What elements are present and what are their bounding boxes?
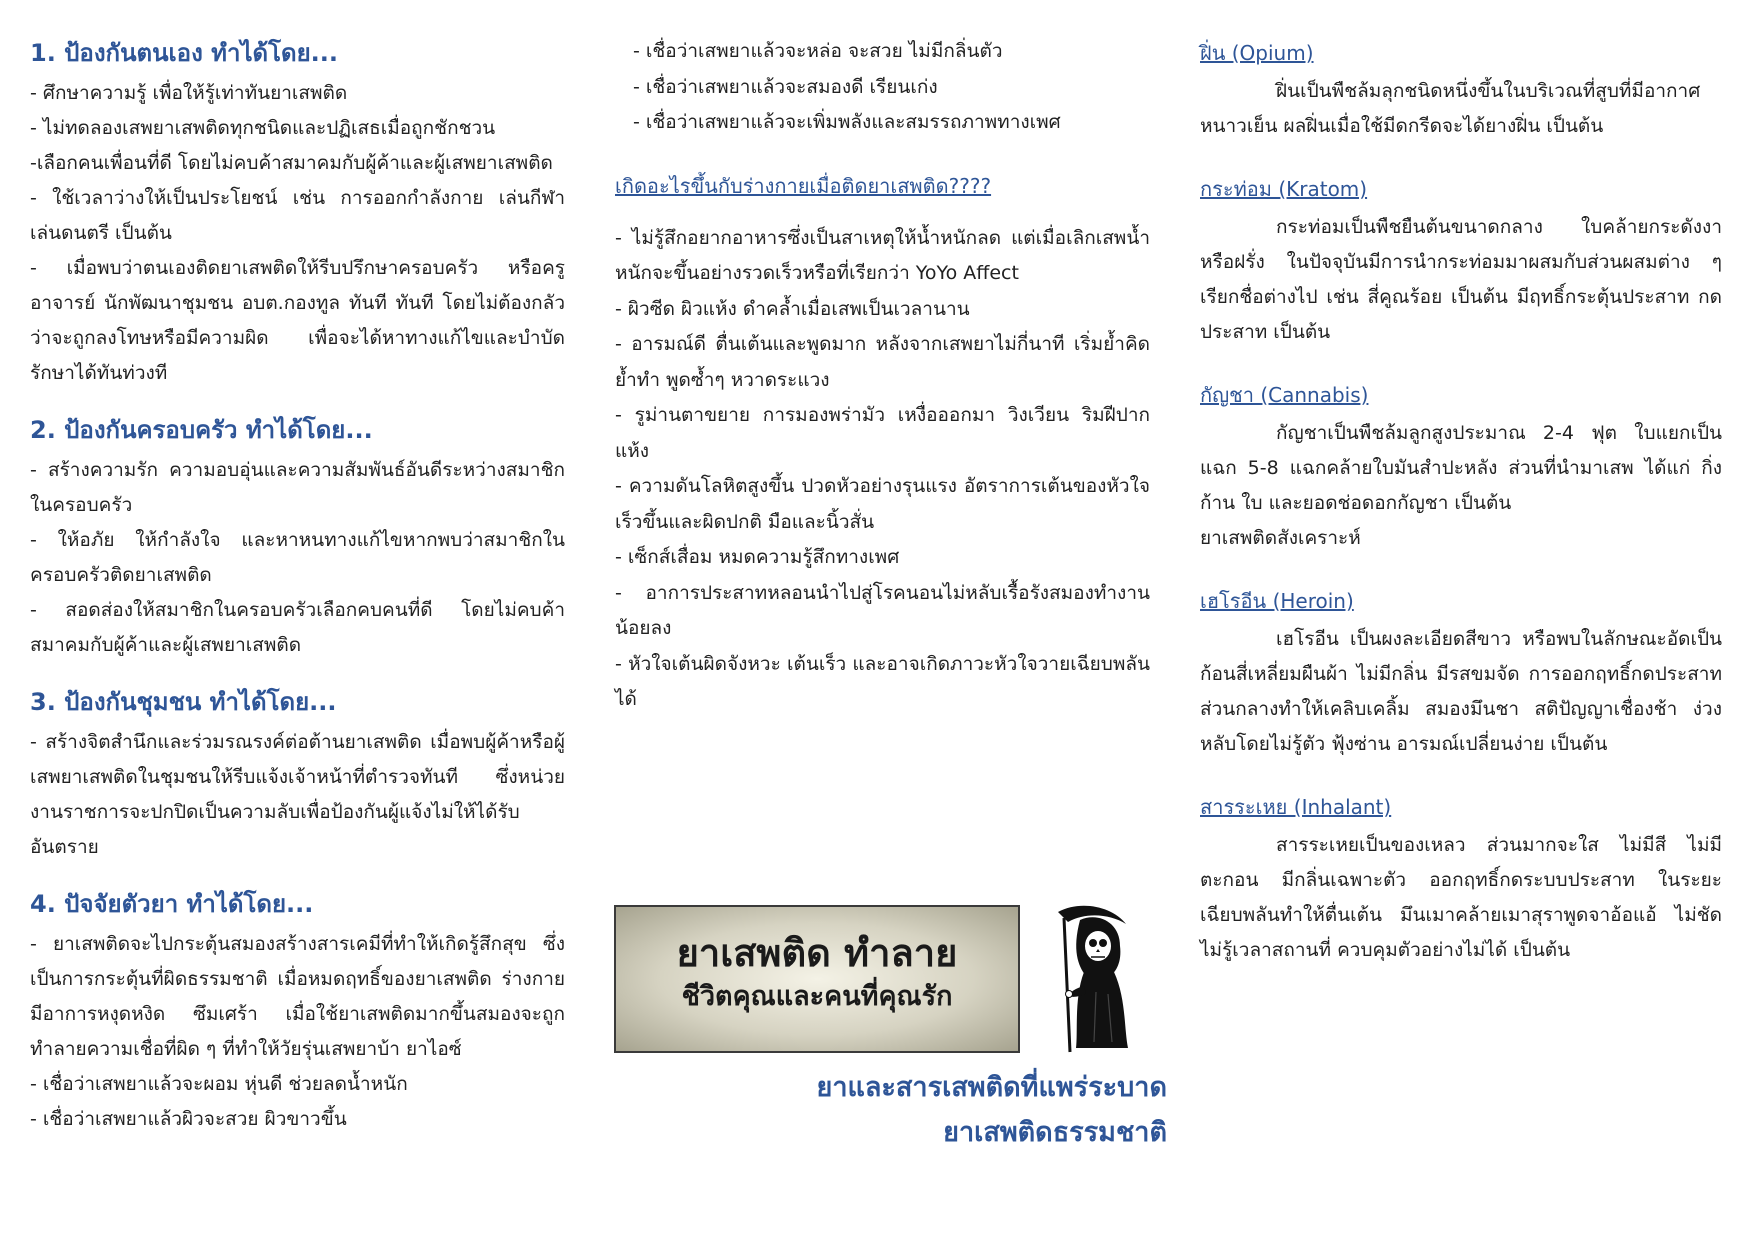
drug-name: กัญชา (Cannabis) [1200, 383, 1369, 407]
list-item: - เชื่อว่าเสพยาแล้วจะหล่อ จะสวย ไม่มีกลิ่นตัว [633, 40, 1003, 62]
section-family-prevention [30, 413, 565, 663]
list-item: - หัวใจเต้นผิดจังหวะ เต้นเร็ว และอาจเกิดภาวะหัวใจวายเฉียบพลันได้ [615, 652, 1150, 710]
list-item: - เชื่อว่าเสพยาแล้วจะเพิ่มพลังและสมรรถภาพทางเพศ [633, 111, 1061, 133]
list-item: - สอดส่องให้สมาชิกในครอบครัวเลือกคบคนที่ดี โดยไม่คบค้าสมาคมกับผู้ค้าและผู้เสพยาเสพติด [30, 599, 565, 656]
list-item: - ไม่รู้สึกอยากอาหารซึ่งเป็นสาเหตุให้น้ำหนักลด แต่เมื่อเลิกเสพน้ำหนักจะขึ้นอย่างรวดเร็วหรือที่เรียกว่า YoYo Affect [615, 226, 1150, 284]
section-heading: 2. ป้องกันครอบครัว ทำได้โดย... [30, 416, 373, 444]
list-item: - ไม่ทดลองเสพยาเสพติดทุกชนิดและปฏิเสธเมื่อถูกชักชวน [30, 117, 496, 139]
list-item: - ยาเสพติดจะไปกระตุ้นสมองสร้างสารเคมีที่ทำให้เกิดรู้สึกสุข ซึ่งเป็นการกระตุ้นที่ผิดธรรมชาติ เมื่อหมดฤทธิ์ของยาเสพติด ร่างกายมีอาการหงุดหงิด ซึมเศร้า เมื่อใช้ยาเสพติดมากขึ้นสมองจะถูกทำลายความเชื่อที่ผิด ๆ ที่ทำให้วัยรุ่นเสพยาบ้า ยาไอซ์ [30, 933, 565, 1060]
list-item: - เชื่อว่าเสพยาแล้วจะผอม หุ่นดี ช่วยลดน้ำหนัก [30, 1073, 408, 1095]
drug-entry-heroin [1200, 584, 1722, 762]
grim-reaper-icon [1050, 902, 1142, 1054]
list-item: - สร้างความรัก ความอบอุ่นและความสัมพันธ์อันดีระหว่างสมาชิกในครอบครัว [30, 459, 565, 516]
drug-description: กัญชาเป็นพืชล้มลูกสูงประมาณ 2-4 ฟุต ใบแยกเป็นแฉก 5-8 แฉกคล้ายใบมันสำปะหลัง ส่วนที่นำมาเสพ ได้แก่ กิ่ง ก้าน ใบ และยอดช่อดอกกัญชา เป็นต้น [1200, 422, 1722, 514]
drug-entry-cannabis [1200, 378, 1722, 556]
section-heading: 3. ป้องกันชุมชน ทำได้โดย... [30, 688, 337, 716]
drug-entry-inhalant [1200, 790, 1722, 968]
drug-name: กระท่อม (Kratom) [1200, 177, 1368, 201]
list-item: - อารมณ์ดี ตื่นเต้นและพูดมาก หลังจากเสพยาไม่กี่นาที เริ่มย้ำคิดย้ำทำ พูดซ้ำๆ หวาดระแวง [615, 333, 1150, 391]
drug-name: สารระเหย (Inhalant) [1200, 795, 1392, 819]
list-item: -เลือกคนเพื่อนที่ดี โดยไม่คบค้าสมาคมกับผู้ค้าและผู้เสพยาเสพติด [30, 152, 553, 174]
banner-subtitle: ชีวิตคุณและคนที่คุณรัก [681, 981, 953, 1012]
list-item: - ผิวซีด ผิวแห้ง ดำคล้ำเมื่อเสพเป็นเวลานาน [615, 297, 970, 320]
drug-name: ฝิ่น (Opium) [1200, 41, 1314, 65]
drug-description: สารระเหยเป็นของเหลว ส่วนมากจะใส ไม่มีสี ไม่มีตะกอน มีกลิ่นเฉพาะตัว ออกฤทธิ์กดระบบประสาท ในระยะเฉียบพลันทำให้ตื่นเต้น มึนเมาคล้ายเมาสุราพูดจาอ้อแอ้ ไม่ชัด ไม่รู้เวลาสถานที่ ควบคุมตัวอย่างไม่ได้ เป็นต้น [1200, 834, 1722, 961]
effects-heading: เกิดอะไรขึ้นกับร่างกายเมื่อติดยาเสพติด???? [615, 173, 992, 198]
spreading-drugs-title: ยาและสารเสพติดที่แพร่ระบาด [816, 1072, 1167, 1103]
drug-description: เฮโรอีน เป็นผงละเอียดสีขาว หรือพบในลักษณะอัดเป็นก้อนสี่เหลี่ยมผืนผ้า ไม่มีกลิ่น มีรสขมจัด การออกฤทธิ์กดประสาทส่วนกลางทำให้เคลิบเคลิ้ม สมองมึนชา สติปัญญาเชื่องช้า ง่วงหลับโดยไม่รู้ตัว ฟุ้งซ่าน อารมณ์เปลี่ยนง่าย เป็นต้น [1200, 628, 1722, 755]
drug-description: กระท่อมเป็นพืชยืนต้นขนาดกลาง ใบคล้ายกระดังงาหรือฝรั่ง ในปัจจุบันมีการนำกระท่อมมาผสมกับส่วนผสมต่าง ๆ เรียกชื่อต่างไป เช่น สี่คูณร้อย เป็นต้น มีฤทธิ์กระตุ้นประสาท กดประสาท เป็นต้น [1200, 216, 1722, 343]
list-item: - เมื่อพบว่าตนเองติดยาเสพติดให้รีบปรึกษาครอบครัว หรือครูอาจารย์ นักพัฒนาชุมชน อบต.กองทูล ทันที ทันที โดยไม่ต้องกลัวว่าจะถูกลงโทษหรือมีความผิด เพื่อจะได้หาทางแก้ไขและบำบัดรักษาได้ทันท่วงที [30, 257, 565, 384]
effects-column [615, 34, 1150, 718]
drug-types-column [1200, 36, 1722, 996]
natural-drugs-title: ยาเสพติดธรรมชาติ [943, 1117, 1167, 1148]
synthetic-drugs-label: ยาเสพติดสังเคราะห์ [1200, 527, 1361, 549]
prevention-column [30, 36, 565, 1159]
section-heading: 1. ป้องกันตนเอง ทำได้โดย... [30, 39, 339, 67]
list-item: - เซ็กส์เสื่อม หมดความรู้สึกทางเพศ [615, 546, 900, 568]
list-item: - สร้างจิตสำนึกและร่วมรณรงค์ต่อต้านยาเสพติด เมื่อพบผู้ค้าหรือผู้เสพยาเสพติดในชุมชนให้รีบแจ้งเจ้าหน้าที่ตำรวจทันที ซึ่งหน่วยงานราชการจะปกปิดเป็นความลับเพื่อป้องกันผู้แจ้งไม่ให้ได้รับอันตราย [30, 731, 565, 858]
list-item: - เชื่อว่าเสพยาแล้วจะสมองดี เรียนเก่ง [633, 75, 938, 98]
drug-description: ฝิ่นเป็นพืชล้มลุกชนิดหนึ่งขึ้นในบริเวณที่สูบที่มีอากาศหนาวเย็น ผลฝิ่นเมื่อใช้มีดกรีดจะได้ยางฝิ่น เป็นต้น [1200, 80, 1701, 137]
list-item: - ใช้เวลาว่างให้เป็นประโยชน์ เช่น การออกกำลังกาย เล่นกีฬา เล่นดนตรี เป็นต้น [30, 187, 565, 244]
list-item: - เชื่อว่าเสพยาแล้วผิวจะสวย ผิวขาวขึ้น [30, 1108, 347, 1130]
drug-entry-opium [1200, 36, 1722, 144]
list-item: - อาการประสาทหลอนนำไปสู่โรคนอนไม่หลับเรื้อรังสมองทำงานน้อยลง [615, 581, 1150, 639]
section-heading: 4. ปัจจัยตัวยา ทำได้โดย... [30, 890, 314, 918]
list-item: - ความดันโลหิตสูงขึ้น ปวดหัวอย่างรุนแรง อัตราการเต้นของหัวใจเร็วขึ้นและผิดปกติ มือและนิ้วสั่น [615, 475, 1150, 533]
list-item: - ศึกษาความรู้ เพื่อให้รู้เท่าทันยาเสพติด [30, 82, 348, 104]
list-item: - รูม่านตาขยาย การมองพร่ามัว เหงื่อออกมา วิงเวียน ริมฝีปากแห้ง [615, 404, 1150, 462]
section-self-prevention [30, 36, 565, 391]
drug-entry-kratom [1200, 172, 1722, 350]
section-community-prevention [30, 685, 565, 865]
list-item: - ให้อภัย ให้กำลังใจ และหาหนทางแก้ไขหากพบว่าสมาชิกในครอบครัวติดยาเสพติด [30, 529, 565, 586]
section-drug-factor [30, 887, 565, 1137]
slogan-banner [614, 905, 1020, 1053]
drug-name: เฮโรอีน (Heroin) [1200, 589, 1354, 613]
banner-title: ยาเสพติด ทำลาย [676, 931, 958, 975]
